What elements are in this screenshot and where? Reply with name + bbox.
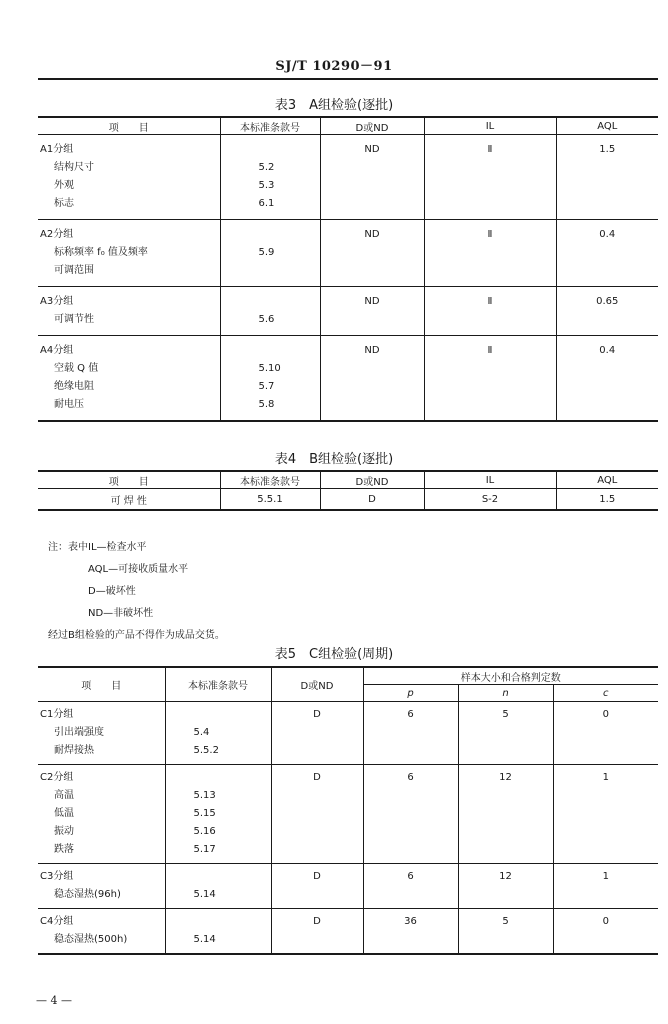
table4-header-item: 项 目 <box>38 471 220 489</box>
dnd-value: D <box>313 871 321 882</box>
item-label: 可调节性 <box>54 314 94 325</box>
table4-row <box>38 489 658 511</box>
table4 <box>38 470 658 511</box>
aql-value: 0.4 <box>599 229 616 240</box>
table5-header-clause: 本标准条款号 <box>165 667 271 702</box>
dnd-value: ND <box>364 144 380 155</box>
clause-number: 5.15 <box>193 808 216 819</box>
note-line: AQL—可接收质量水平 <box>88 564 189 575</box>
aql-value: 0.4 <box>599 345 616 356</box>
clause-number: 5.5.2 <box>193 745 219 756</box>
group-name: A4分组 <box>40 345 74 356</box>
item-label: 低温 <box>54 808 74 819</box>
dnd-value: D <box>320 489 424 511</box>
aql-value: 0.65 <box>596 296 619 307</box>
clause-number: 5.13 <box>193 790 216 801</box>
table3 <box>38 116 658 422</box>
clause-number: 5.5.1 <box>220 489 320 511</box>
document-code: SJ/T 10290－91 <box>275 59 393 74</box>
item-label: 高温 <box>54 790 74 801</box>
n-value: 5 <box>502 916 509 927</box>
c-value: 1 <box>602 871 609 882</box>
table5-header-dnd: D或ND <box>271 667 363 702</box>
table4-header-dnd: D或ND <box>320 471 424 489</box>
clause-number: 5.9 <box>258 247 275 258</box>
note-line: 注：表中IL—检查水平 <box>48 542 147 553</box>
n-value: 12 <box>499 772 512 783</box>
clause-number: 5.3 <box>258 180 275 191</box>
item-label: 稳态湿热(500h) <box>54 934 128 945</box>
table3-group-a4 <box>38 336 658 422</box>
table4-header-row <box>38 471 658 489</box>
n-value: 5 <box>502 709 509 720</box>
group-name: A2分组 <box>40 229 74 240</box>
table5-header-n: n <box>458 685 553 702</box>
dnd-value: D <box>313 709 321 720</box>
c-value: 0 <box>602 916 609 927</box>
group-name: C1分组 <box>40 709 74 720</box>
table3-group-a2 <box>38 220 658 287</box>
dnd-value: ND <box>364 229 380 240</box>
il-value: Ⅱ <box>487 296 493 307</box>
item-label: 稳态湿热(96h) <box>54 889 121 900</box>
dnd-value: D <box>313 916 321 927</box>
item-label: 标志 <box>54 198 74 209</box>
clause-number: 5.17 <box>193 844 216 855</box>
table4-caption: 表4 B组检验(逐批) <box>274 452 394 467</box>
table3-header-clause: 本标准条款号 <box>220 117 320 135</box>
group-name: C3分组 <box>40 871 74 882</box>
table5-header-c: c <box>553 685 658 702</box>
clause-number: 5.2 <box>258 162 275 173</box>
clause-number: 5.10 <box>258 363 281 374</box>
clause-number: 6.1 <box>258 198 275 209</box>
table5-group-c3 <box>38 864 658 909</box>
table3-header-aql: AQL <box>556 117 658 135</box>
table5-group-c2 <box>38 765 658 864</box>
table3-caption: 表3 A组检验(逐批) <box>274 98 394 113</box>
item-label: 可 焊 性 <box>110 495 147 507</box>
table3-group-a3 <box>38 287 658 336</box>
clause-number: 5.14 <box>193 934 216 945</box>
table5-header-item: 项 目 <box>38 667 165 702</box>
item-label: 空载 Q 值 <box>54 363 99 374</box>
clause-number: 5.4 <box>193 727 210 738</box>
note-line: D—破坏性 <box>88 586 136 597</box>
table5-group-c1 <box>38 702 658 765</box>
group-name: C2分组 <box>40 772 74 783</box>
table3-group-a1 <box>38 135 658 220</box>
item-label: 绝缘电阻 <box>54 381 94 392</box>
item-label: 耐焊接热 <box>54 745 94 756</box>
clause-number <box>221 262 320 280</box>
c-value: 1 <box>602 772 609 783</box>
table4-header-aql: AQL <box>556 471 658 489</box>
dnd-value: D <box>313 772 321 783</box>
p-value: 6 <box>407 772 414 783</box>
table5 <box>38 666 658 955</box>
note-statement: 经过B组检验的产品不得作为成品交货。 <box>48 630 225 641</box>
p-value: 6 <box>407 871 414 882</box>
note-line: ND—非破坏性 <box>88 608 154 619</box>
item-label: 跌落 <box>54 844 74 855</box>
table3-header-dnd: D或ND <box>320 117 424 135</box>
dnd-value: ND <box>364 296 380 307</box>
il-value: Ⅱ <box>487 229 493 240</box>
clause-number: 5.8 <box>258 399 275 410</box>
table5-header-p: p <box>363 685 458 702</box>
table5-group-c4 <box>38 909 658 955</box>
c-value: 0 <box>602 709 609 720</box>
item-label: 引出端强度 <box>54 727 104 738</box>
clause-number: 5.6 <box>258 314 275 325</box>
aql-value: 1.5 <box>556 489 658 511</box>
item-label: 振动 <box>54 826 74 837</box>
table3-header-item: 项 目 <box>38 117 220 135</box>
table5-caption: 表5 C组检验(周期) <box>274 647 394 662</box>
clause-number: 5.14 <box>193 889 216 900</box>
item-label: 耐电压 <box>54 399 84 410</box>
table3-header-row <box>38 117 658 135</box>
item-label: 可调范围 <box>54 265 94 276</box>
clause-number: 5.16 <box>193 826 216 837</box>
group-name: A3分组 <box>40 296 74 307</box>
table4-header-il: IL <box>424 471 556 489</box>
dnd-value: ND <box>364 345 380 356</box>
clause-number: 5.7 <box>258 381 275 392</box>
page-number: — 4 — <box>36 994 72 1007</box>
group-name: A1分组 <box>40 144 74 155</box>
il-value: Ⅱ <box>487 345 493 356</box>
n-value: 12 <box>499 871 512 882</box>
aql-value: 1.5 <box>599 144 616 155</box>
item-label: 外观 <box>54 180 74 191</box>
table5-header-row <box>38 667 658 685</box>
header-rule <box>38 78 658 80</box>
table4-header-clause: 本标准条款号 <box>220 471 320 489</box>
item-label: 结构尺寸 <box>54 162 94 173</box>
table5-header-sample: 样本大小和合格判定数 <box>363 667 658 685</box>
il-value: Ⅱ <box>487 144 493 155</box>
item-label: 标称频率 f₀ 值及频率 <box>54 247 148 258</box>
p-value: 36 <box>404 916 417 927</box>
table3-header-il: IL <box>424 117 556 135</box>
group-name: C4分组 <box>40 916 74 927</box>
p-value: 6 <box>407 709 414 720</box>
il-value: S-2 <box>424 489 556 511</box>
